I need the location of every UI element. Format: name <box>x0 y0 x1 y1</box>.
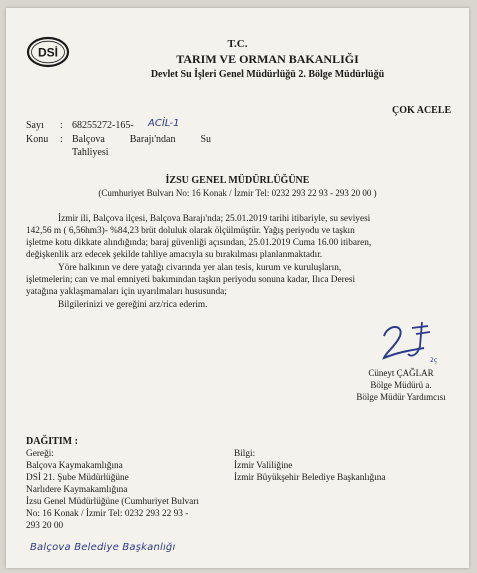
sayi-colon: : <box>60 120 63 131</box>
sayi-value: 68255272-165- <box>72 120 134 131</box>
body-p2-l3: yatağına yaklaşmamaları için uyarılmaları hususunda; <box>26 287 227 297</box>
urgency-label: ÇOK ACELE <box>392 105 452 116</box>
konu-colon: : <box>60 134 63 145</box>
header-directorate: Devlet Su İşleri Genel Müdürlüğü 2. Bölge Müdürlüğü <box>150 69 385 80</box>
distribution-gereg-item: DSİ 21. Şube Müdürlüğüne <box>26 473 129 483</box>
body-p3: Bilgilerinizi ve gereğini arz/rica ederim. <box>58 300 208 310</box>
body-p2-l2: işletmelerin; can ve mal emniyeti bakımından taşkın periyodu sonuna kadar, Ilıca Deresi <box>26 275 356 285</box>
body-p2-l1: Yöre halkının ve dere yatağı civarında yer alan tesis, kurum ve kuruluşların, <box>58 263 342 273</box>
signature-role2: Bölge Müdür Yardımcısı <box>356 392 446 402</box>
distribution-gereg-item: Narlıdere Kaymakamlığına <box>26 485 128 495</box>
recipient-title: İZSU GENEL MÜDÜRLÜĞÜNE <box>165 175 310 186</box>
handwritten-note: Balçova Belediye Başkanlığı <box>30 542 176 553</box>
header-ministry: TARIM VE ORMAN BAKANLIĞI <box>176 52 359 66</box>
distribution-gereg-item: Balçova Kaymakamlığına <box>26 461 123 471</box>
letter-sheet <box>6 8 469 568</box>
distribution-gereg-label: Gereği: <box>26 449 54 459</box>
distribution-bilgi-item: İzmir Valiliğine <box>234 461 293 471</box>
distribution-gereg-item: İzsu Genel Müdürlüğüne (Cumhuriyet Bulvarı <box>26 497 199 507</box>
signature-icon <box>378 320 440 366</box>
sayi-handwritten: ACİL-1 <box>148 118 180 129</box>
distribution-bilgi-item: İzmir Büyükşehir Belediye Başkanlığına <box>234 473 386 483</box>
body-p1-l3: işletme kotu dikkate alındığında; baraj güvenliği açısından, 25.01.2019 Cuma 16.00 itibaren, <box>26 238 372 248</box>
konu-label: Konu <box>26 134 49 145</box>
signature-name: Cüneyt ÇAĞLAR <box>368 368 434 378</box>
distribution-gereg-item: 293 20 00 <box>26 521 64 531</box>
distribution-gereg-item: No: 16 Konak / İzmir Tel: 0232 293 22 93 - <box>26 509 189 519</box>
logo-text: DSİ <box>37 45 59 60</box>
recipient-address: (Cumhuriyet Bulvarı No: 16 Konak / İzmir Tel: 0232 293 22 93 - 293 20 00 ) <box>98 188 377 198</box>
konu-line1: Balçova Barajı'ndan Su <box>72 134 211 145</box>
body-p1-l4: değişkenlik arz edecek şekilde tahliye amacıyla su bırakılması planlanmaktadır. <box>26 250 323 260</box>
distribution-bilgi-label: Bilgi: <box>234 449 256 459</box>
signature-mark: 2ç <box>430 357 438 364</box>
signature-role1: Bölge Müdürü a. <box>370 380 432 390</box>
body-p1-l2: 142,56 m ( 6,56hm3)- %84,23 brüt doluluk olarak ölçülmüştür. Yağış periyodu ve taşkın <box>26 226 355 236</box>
body-p1-l1: İzmir ili, Balçova ilçesi, Balçova Barajı'nda; 25.01.2019 tarihi itibariyle, su seviyesi <box>58 214 371 224</box>
header-tc: T.C. <box>227 38 248 50</box>
sayi-label: Sayı <box>26 120 44 131</box>
distribution-title: DAĞITIM : <box>26 436 78 447</box>
konu-line2: Tahliyesi <box>72 147 109 158</box>
